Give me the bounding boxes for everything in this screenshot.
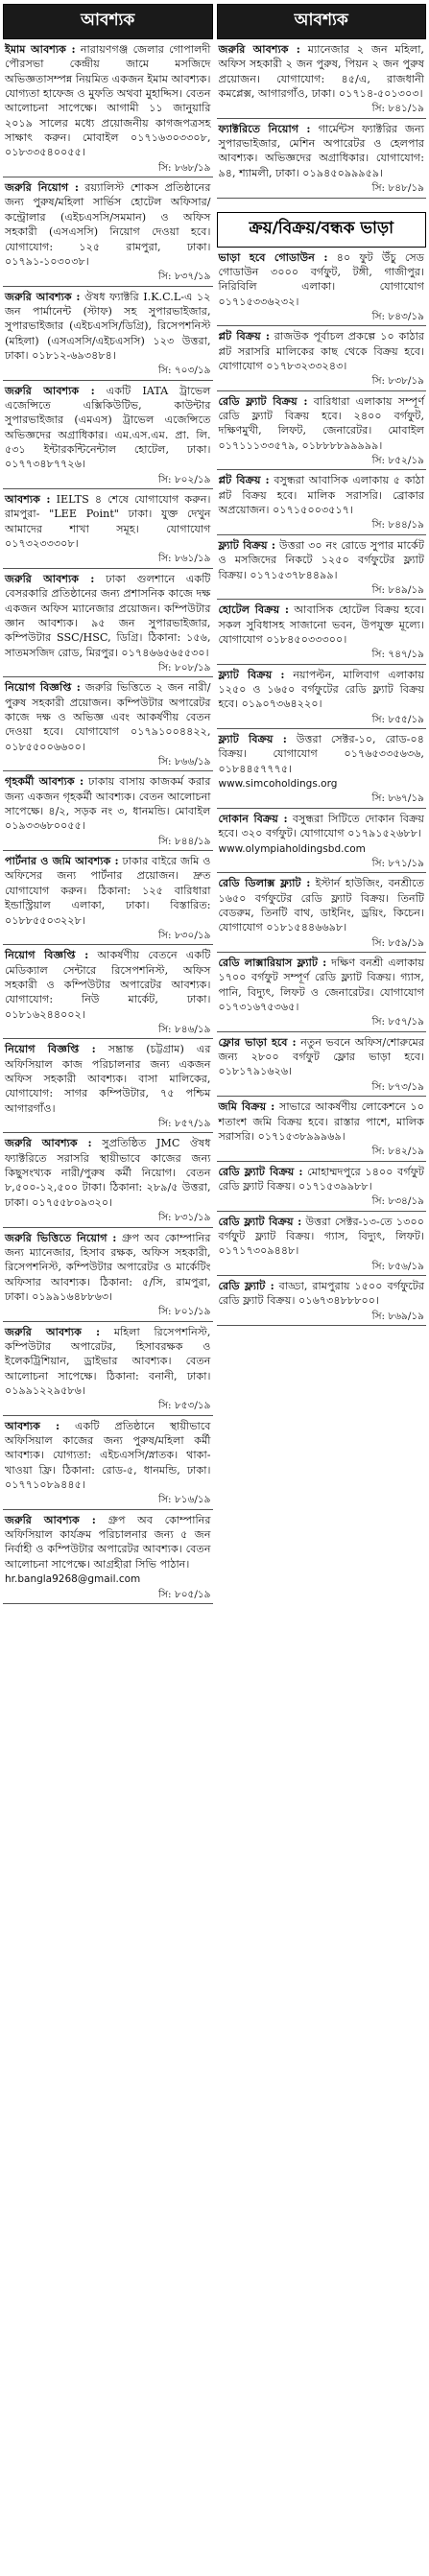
ad-reference: সি: ৮৫৭/১৯ — [158, 1118, 211, 1130]
classified-ad — [217, 119, 427, 199]
ad-body: উত্তরা সেক্টর-১০, রোড-০৪ বিক্রয়। যোগাযোগ ০১৭৬৫৩৩৫৬৩৬, ০১৮৪৪৫৭৭৭৫। — [218, 733, 424, 775]
ad-title: ফ্ল্যাট বিক্রয় : — [218, 667, 285, 681]
ad-text — [219, 1099, 425, 1144]
classified-ad — [3, 177, 213, 286]
ad-text — [219, 876, 425, 934]
ad-title: ভাড়া হবে গোডাউন : — [218, 249, 328, 264]
ad-body: জরুরি ভিত্তিতে ২ জন নারী/পুরুষ সহকারী প্রয়োজন। কম্পিউটার অপারেটর কাজে দক্ষ ও অভিজ্ঞ এবং আকর্ষণীয় বেতন দেওয়া হবে। যোগাযোগ ০১৭৯১০০৪৪২২, ০১৮৫৫০০৬৬০০। — [5, 681, 211, 753]
ad-body: গ্রুপ অব কোম্পানির জন্য ম্যানেজার, হিসাব রক্ষক, অফিস সহকারী, রিসেপশনিস্ট, কম্পিউটার অপারেটর ও মার্কেটিং অফিসার আবশ্যক। ঠিকানা: ৫/সি, রামপুরা, ঢাকা। ০১৯৯১৬৪৮৮৬৩। — [5, 1231, 211, 1303]
classified-ad — [217, 326, 427, 390]
ad-text — [5, 42, 211, 160]
classified-ad — [3, 945, 213, 1039]
classified-ad — [3, 1510, 213, 1604]
ad-web-link[interactable]: www.olympiaholdingsbd.com — [218, 842, 366, 855]
ad-reference: সি: ৭৪৭/১৯ — [371, 649, 424, 661]
ad-reference: সি: ৮৩৪/১৯ — [371, 1195, 424, 1208]
ad-body: সুপ্রতিষ্ঠিত JMC ঔষধ ফ্যাক্টরিতে সরাসরি স্থায়ীভাবে কাজের জন্য কিছুসংখ্যক নারী/পুরুষ কর্মী নিয়োগ। বেতন ৮,৫০০-১২,৫০০ টাকা। ঠিকানা: ২৮৯/৫ উত্তরা, ঢাকা। ০১৭৫৫৮০৯৩২০। — [5, 1137, 211, 1209]
ad-body: ঢাকা গুলশানে একটি বেসরকারি প্রতিষ্ঠানের জন্য প্রশাসনিক কাজে দক্ষ একজন অফিস ম্যানেজার প্রয়োজন। কম্পিউটার জ্ঞান আবশ্যক। ৯৫ জন সুপারভাইজার, কম্পিউটার SSC/HSC, ডিগ্রি। ঠিকানা: ১৫৬, সাতমসজিদ রোড, মিরপুর। ০১৭৪৬৬৫৬৫৫৩০। — [5, 572, 211, 659]
ad-title: রেডি ফ্ল্যাট বিক্রয় : — [218, 1164, 303, 1178]
classified-ad — [217, 535, 427, 600]
classified-ad — [3, 1322, 213, 1416]
ad-reference: সি: ৮৬৬/১৯ — [158, 756, 211, 768]
ad-text — [5, 774, 211, 833]
ad-reference: সি: ৮৪২/১৯ — [371, 1146, 424, 1158]
ad-text — [219, 732, 425, 776]
classified-ad — [217, 953, 427, 1032]
ad-reference: সি: ৮৪৪/১৯ — [371, 519, 424, 532]
classified-ad — [3, 1039, 213, 1133]
ad-body: নারায়ণগঞ্জ জেলার গোপালদী পৌরসভা কেন্দ্রীয় জামে মসজিদে অভিজ্ঞতাসম্পন্ন নিয়মিত একজন ইমাম আবশ্যক। যোগ্যতা হাফেজ ও মুফতি অথবা মুহাদ্দিস। বেতন আলোচনা সাপেক্ষে। আগামী ১১ জানুয়ারি ২০১৯ সালের মধ্যে প্রয়োজনীয় কাগজপত্রসহ সাক্ষাৎ করুন। মোবাইল ০১৭১৬৩০৩৩০৮, ০১৮৩৩৫৪০০৫৫। — [5, 43, 211, 159]
ad-body: গ্রুপ অব কোম্পানির অফিসিয়াল কার্যক্রম পরিচালনার জন্য ৫ জন নির্বাহী ও কম্পিউটার অপারেটর আবশ্যক। বেতন আলোচনা সাপেক্ষে। আগ্রহীরা সিভি পাঠান। — [5, 1513, 211, 1571]
ad-body: বাড্ডা, রামপুরায় ১৫০০ বর্গফুটের রেডি ফ্ল্যাট বিক্রয়। ০১৬৭৩৪৮৮৮০০। — [218, 1280, 425, 1308]
classified-ad — [3, 1228, 213, 1322]
classified-ad — [217, 665, 427, 729]
ad-text — [219, 122, 425, 180]
ad-reference: সি: ৮৪৩/১৯ — [371, 310, 424, 322]
ad-body: ঢাকায় বাসায় কাজকর্ম করার জন্য একজন গৃহকর্মী আবশ্যক। বেতন আলোচনা সাপেক্ষে। ৪/২, সড়ক নং ৩, ধানমন্ডি। মোবাইল ০১৯৩৩৬৮০০৫৫। — [5, 775, 211, 833]
ad-body: উত্তরা ৩০ নং রোডে সুপার মার্কেট ও মসজিদের নিকটে ১২৫০ বর্গফুটের ফ্ল্যাট বিক্রয়। ০১৭১৫৩৭৮৪৪৯৯। — [218, 538, 424, 581]
ad-reference: সি: ৮৪৯/১৯ — [371, 583, 424, 596]
ad-title: জরুরি আবশ্যক : — [5, 1512, 96, 1526]
ad-reference: সি: ৮৪৪/১৯ — [158, 835, 211, 847]
ad-reference: সি: ৮৫২/১৯ — [371, 455, 424, 467]
ad-title: জরুরি আবশ্যক : — [5, 289, 81, 303]
ad-reference: সি: ৮০২/১৯ — [158, 473, 211, 485]
ad-reference: সি: ৮১৬/১৯ — [158, 1494, 211, 1506]
ad-reference: সি: ৮৩০/১৯ — [158, 929, 211, 941]
ad-web-link[interactable]: hr.bangla9268@gmail.com — [5, 1573, 141, 1586]
classified-ad — [217, 809, 427, 873]
classified-ad — [217, 391, 427, 471]
section-header: ক্রয়/বিক্রয়/বন্ধক ভাড়া — [217, 212, 427, 248]
ad-title: নিয়োগ বিজ্ঞপ্তি : — [5, 1042, 96, 1056]
classified-ad — [217, 470, 427, 534]
ad-text — [219, 1035, 425, 1079]
column-left — [3, 4, 213, 2572]
classified-ad — [3, 851, 213, 945]
ad-body: ৪০ ফুট উঁচু সেড গোডাউন ৩০০০ বর্গফুট, টঙ্গী, গাজীপুর। নিরিবিলি এলাকা। যোগাযোগ ০১৭১৫৩৩৬২৩২। — [218, 250, 425, 308]
classified-ad — [3, 1133, 213, 1227]
classified-ad — [217, 1032, 427, 1097]
ad-title: হোটেল বিক্রয় : — [218, 603, 290, 617]
ad-title: ফ্ল্যাট বিক্রয় : — [218, 732, 287, 746]
ad-body: বসুন্ধরা সিটিতে দোকান বিক্রয় হবে। ৩২০ বর্গফুট। যোগাযোগ ০১৭৯১৫২৬৮৮। — [218, 812, 424, 840]
ad-text — [5, 180, 211, 269]
ad-text — [5, 1231, 211, 1305]
ad-reference: সি: ৮৬১/১৯ — [158, 553, 211, 565]
ad-title: রেডি ফ্ল্যাট বিক্রয় : — [218, 1214, 302, 1228]
ad-body: আবাসিক হোটেল বিক্রয় হবে। সকল সুবিধাসহ সাজানো ভবন, উপযুক্ত মূল্যে। যোগাযোগ ০১৮৪৫০৩৩৩০০। — [218, 603, 424, 646]
column-header: আবশ্যক — [217, 4, 427, 39]
ad-text — [219, 812, 425, 841]
classified-ad — [3, 381, 213, 489]
ad-title: প্লট বিক্রয় : — [218, 329, 270, 343]
ad-text — [5, 854, 211, 928]
ad-body: দক্ষিণ বনশ্রী এলাকায় ১৭০০ বর্গফুট সম্পূর্ণ রেডি ফ্ল্যাট বিক্রয়। গ্যাস, পানি, বিদ্যুৎ, লিফট ও জেনারেটর। যোগাযোগ ০১৭৩১৬৭৫৩৬৫। — [218, 957, 424, 1014]
ad-body: নতুন ভবনে অফিস/শোরুমের জন্য ২৮০০ বর্গফুট ফ্লোর ভাড়া হবে। ০১৮১৭৯১৬২৬। — [218, 1035, 425, 1078]
ad-text — [219, 956, 425, 1014]
ad-text — [219, 42, 425, 101]
ad-title: নিয়োগ বিজ্ঞপ্তি : — [5, 948, 89, 962]
ad-title: জরুরি আবশ্যক : — [5, 383, 95, 397]
ad-text — [5, 492, 211, 551]
ad-reference: সি: ৮৩১/১৯ — [158, 1212, 211, 1224]
ad-text — [219, 394, 425, 453]
classified-ad — [217, 1097, 427, 1161]
ad-body: রাজউক পূর্বাচল প্রকল্পে ১০ কাঠার প্লট সরাসরি মালিকের কাছ থেকে বিক্রয় হবে। যোগাযোগ ০১৭৮৩২৩৩২৪৩। — [218, 330, 424, 372]
ad-title: ফ্লোর ভাড়া হবে : — [218, 1034, 297, 1049]
ad-reference: সি: ৮৭৩/১৯ — [371, 1080, 424, 1093]
ad-list — [217, 248, 427, 1327]
ad-text — [219, 1279, 425, 1309]
ad-text — [219, 1215, 425, 1259]
ad-reference: সি: ৮৬৮/১৯ — [158, 161, 211, 174]
ad-title: আবশ্যক : — [5, 1418, 60, 1432]
ad-reference: সি: ৮৭১/১৯ — [371, 857, 424, 869]
ad-text — [219, 538, 425, 582]
classified-ad — [3, 569, 213, 677]
ad-text — [5, 572, 211, 660]
ad-list — [217, 39, 427, 199]
ad-text — [219, 603, 425, 647]
ad-title: নিয়োগ বিজ্ঞপ্তি : — [5, 680, 81, 695]
ad-body: নয়াপল্টন, মালিবাগ এলাকায় ১২৫০ ও ১৬৫০ বর্গফুটের রেডি ফ্ল্যাট বিক্রয় হবে। ০১৯০৭৩৬৪২২০। — [218, 668, 424, 711]
ad-reference: সি: ৮৫৩/১৯ — [158, 1400, 211, 1412]
ad-reference: সি: ৮৩৭/১৯ — [158, 271, 211, 283]
ad-reference: সি: ৮৩৮/১৯ — [371, 375, 424, 388]
ad-reference: সি: ৮৫৯/১৯ — [371, 936, 424, 949]
ad-title: জরুরি আবশ্যক : — [5, 1136, 92, 1150]
ad-title: জরুরি নিয়োগ : — [5, 180, 80, 195]
ad-body: ইস্টার্ন হাউজিং, বনশ্রীতে ১৬৫০ বর্গফুটের রেডি ফ্ল্যাট বিক্রয়। তিনটি বেডরুম, তিনটি বাথ, ডাইনিং, ড্রয়িং, কিচেন। যোগাযোগ ০১৮১৫৪৪৬৬৯৮। — [218, 877, 425, 934]
classified-ad — [217, 39, 427, 119]
ad-title: রেডি ডিলাক্স ফ্ল্যাট : — [218, 876, 311, 890]
classified-ad — [217, 873, 427, 953]
ad-title: আবশ্যক : — [5, 492, 51, 507]
classified-ad — [217, 729, 427, 809]
ad-reference: সি: ৮৪৮/১৯ — [371, 182, 424, 195]
ad-body: উত্তরা সেক্টর-১৩-তে ১৩০০ বর্গফুট ফ্ল্যাট বিক্রয়। গ্যাস, বিদ্যুৎ, লিফট। ০১৭১৭৩০৯৪৪৮। — [218, 1215, 424, 1258]
ad-body: মোহাম্মদপুরে ১৪০০ বর্গফুট রেডি ফ্ল্যাট বিক্রয়। ০১৭১৫৩৯৯৮৮। — [218, 1165, 424, 1193]
ad-text — [219, 668, 425, 712]
ad-body: বসুন্ধরা আবাসিক এলাকায় ৫ কাঠা প্লট বিক্রয় হবে। মালিক সরাসরি। ব্রোকার অপ্রয়োজন। ০১৭১৫০০৩৫১৭। — [218, 474, 424, 517]
ad-body: মহিলা রিসেপশনিস্ট, কম্পিউটার অপারেটর, হিসাবরক্ষক ও ইলেকট্রিশিয়ান, ড্রাইভার আবশ্যক। বেতন আলোচনা সাপেক্ষে। ঠিকানা: বনানী, ঢাকা। ০১৯৯১২২৯৫৮৬। — [5, 1325, 211, 1397]
ad-body: ঢাকার বাইরে জমি ও অফিসের জন্য পার্টনার প্রয়োজন। দ্রুত যোগাযোগ করুন। ঠিকানা: ১২৫ বারিধারা ইন্ডাস্ট্রিয়াল এলাকা, ঢাকা। বিস্তারিত: ০১৮৮৫৫০৩২২৮। — [5, 855, 211, 927]
ad-title: ফ্ল্যাট বিক্রয় : — [218, 537, 276, 552]
classified-ad — [3, 39, 213, 177]
ad-body: একটি IATA ট্রাভেল এজেন্সিতে এক্সিকিউটিভ, কাউন্টার সুপারভাইজার (এমএস) ট্রাভেল এজেন্সিতে অভিজ্ঞদের অগ্রাধিকার। এম.এস.এম. প্রা. লি. ৫৩১ ইন্টারকন্টিনেন্টাল হোটেল, ঢাকা। ০১৭৭৩৪৮৭৭২৬। — [5, 384, 211, 471]
ad-body: আকর্ষণীয় বেতনে একটি মেডিক্যাল সেন্টারে রিসেপশনিস্ট, অফিস সহকারী ও কম্পিউটার অপারেটর আবশ্যক। যোগাযোগ: নিউ মার্কেট, ঢাকা। ০১৮১৬২৪৪০০২। — [5, 949, 211, 1021]
ad-text — [5, 948, 211, 1022]
ad-reference: সি: ৮৪৬/১৯ — [158, 1023, 211, 1035]
ad-title: গৃহকর্মী আবশ্যক : — [5, 774, 84, 789]
ad-reference: সি: ৮০৮/১৯ — [158, 661, 211, 674]
ad-text — [219, 1165, 425, 1194]
ad-title: দোকান বিক্রয় : — [218, 811, 288, 825]
ad-text — [219, 250, 425, 309]
ad-web-link[interactable]: www.simcoholdings.org — [218, 778, 338, 791]
ad-title: জমি বিক্রয় : — [218, 1099, 275, 1114]
ad-reference: সি: ৮০৫/১৯ — [158, 1588, 211, 1600]
ad-body: সম্ভ্রান্ত (চট্টগ্রাম) এর অফিসিয়াল কাজ পরিচালনার জন্য একজন অফিস সহকারী আবশ্যক। বাসা মালিকের, যোগাযোগ: সাগর কম্পিউটার, ৭৫ পশ্চিম আগারগাঁও। — [5, 1043, 211, 1115]
ad-title: জরুরি ভিত্তিতে নিয়োগ : — [5, 1230, 117, 1244]
classified-ad — [217, 248, 427, 327]
ad-title: ফ্যাক্টরিতে নিয়োগ : — [218, 121, 311, 135]
classified-ad — [3, 489, 213, 569]
ad-title: পার্টনার ও জমি আবশ্যক : — [5, 854, 119, 868]
ad-reference: সি: ৮৫৫/১৯ — [371, 713, 424, 725]
ad-title: রেডি লাক্সারিয়াস ফ্ল্যাট : — [218, 956, 327, 969]
column-header: আবশ্যক — [3, 4, 213, 39]
ad-text — [219, 473, 425, 517]
ad-body: IELTS ৪ শেষে যোগাযোগ করুন। রামপুরা- "LEE Point" ঢাকা। যুক্ত দেখুন আমাদের শাখা সমূহ। যোগাযোগ ০১৭৩২৩৩৩০৮। — [5, 493, 211, 551]
ad-text — [5, 1419, 211, 1493]
classified-ad — [217, 600, 427, 664]
ad-text — [5, 290, 211, 364]
ad-reference: সি: ৮৬৯/১৯ — [371, 1310, 424, 1322]
ad-body: গার্মেন্টস ফ্যাক্টরির জন্য সুপারভাইজার, মেশিন অপারেটর ও হেলপার আবশ্যক। অভিজ্ঞদের অগ্রাধিকার। যোগাযোগ: ৯৪, শ্যামলী, ঢাকা। ০১৯৪৫০৯৯৯৫৯। — [218, 122, 424, 179]
ad-reference: সি: ৮৫৭/১৯ — [371, 1016, 424, 1028]
ad-title: ইমাম আবশ্যক : — [5, 42, 76, 56]
column-right — [217, 4, 427, 2572]
ad-reference: সি: ৮৪১/১৯ — [371, 103, 424, 115]
ad-reference: সি: ৮৫৬/১৯ — [371, 1260, 424, 1272]
ad-list — [3, 39, 213, 1604]
ad-title: জরুরি আবশ্যক : — [218, 42, 300, 56]
ad-text — [5, 1513, 211, 1572]
ad-title: রেডি ফ্ল্যাট বিক্রয় : — [218, 393, 308, 408]
ad-reference: সি: ৮০১/১৯ — [158, 1306, 211, 1318]
classified-ad — [3, 287, 213, 381]
ad-text — [219, 329, 425, 373]
ad-title: রেডি ফ্ল্যাট : — [218, 1279, 274, 1293]
ad-body: ম্যানেজার ২ জন মহিলা, অফিস সহকারী ২ জন পুরুষ, পিয়ন ২ জন পুরুষ প্রয়োজন। যোগাযোগ: ৪৫/এ, রাজধানী কমপ্লেক্স, আগারগাঁও, ঢাকা। ০১৭১৪-৫০১৩০৩। — [218, 43, 424, 101]
ad-body: একটি প্রতিষ্ঠানে স্থায়ীভাবে অফিসিয়াল কাজের জন্য পুরুষ/মহিলা কর্মী আবশ্যক। যোগ্যতা: এইচএসসি/স্নাতক। থাকা-খাওয়া ফ্রি। ঠিকানা: রোড-৫, ধানমন্ডি, ঢাকা। ০১৭৭১০৮৯৪৪৫। — [5, 1419, 211, 1492]
ad-title: জরুরি আবশ্যক : — [5, 1324, 101, 1338]
classified-ad — [217, 1162, 427, 1212]
ad-body: ঔষধ ফ্যাক্টরি I.K.C.L-এ ১২ জন পার্মানেন্ট (স্টাফ) সহ সুপারভাইজার, সুপারভাইজার (এইচএসসি/ডিগ্রি), রিসেপশনিস্ট (মহিলা) (এসএসসি/এইচএসসি) ১২৩ উত্তরা, ঢাকা। ০১৮১২-৬৯৩৪৮৪। — [5, 290, 211, 362]
classified-ad — [3, 677, 213, 771]
classified-ad — [3, 1416, 213, 1510]
ad-body: রয়্যালিস্ট শোকস প্রতিষ্ঠানের জন্য পুরুষ/মহিলা সার্ভিস হোটেল অফিসার/কন্ট্রোলার (এইচএসসি/সমমান) ও অফিস সহকারী (এসএসসি) নিয়োগ দেওয়া হবে। যোগাযোগ: ১২৫ রামপুরা, ঢাকা। ০১৭৯১-১০৩০৩৮। — [5, 181, 211, 268]
ad-body: বারিধারা এলাকায় সম্পূর্ণ রেডি ফ্ল্যাট বিক্রয় হবে। ২৪০০ বর্গফুট, দক্ষিণমুখী, লিফট, জেনারেটর। মোবাইল ০১৭১১১৩৩৫৭৯, ০১৮৮৮৮৯৯৯৯৯। — [218, 394, 424, 452]
ad-text — [5, 1042, 211, 1116]
classified-ad — [217, 1276, 427, 1326]
ad-title: জরুরি আবশ্যক : — [5, 571, 95, 585]
ad-title: প্লট বিক্রয় : — [218, 473, 270, 487]
ad-text — [5, 680, 211, 754]
ad-reference: সি: ৮৬৭/১৯ — [371, 792, 424, 805]
ad-text — [5, 1325, 211, 1399]
classified-ad — [3, 771, 213, 851]
ad-body: সাভারে আকর্ষণীয় লোকেশনে ১০ শতাংশ জমি বিক্রয় হবে। রাস্তার পাশে, মালিক সরাসরি। ০১৭১৫৩৮৯৯৯৬৯। — [218, 1100, 424, 1143]
ad-reference: সি: ৭০৩/১৯ — [158, 365, 211, 377]
ad-text — [5, 384, 211, 472]
ad-text — [5, 1136, 211, 1210]
classified-ad — [217, 1212, 427, 1276]
